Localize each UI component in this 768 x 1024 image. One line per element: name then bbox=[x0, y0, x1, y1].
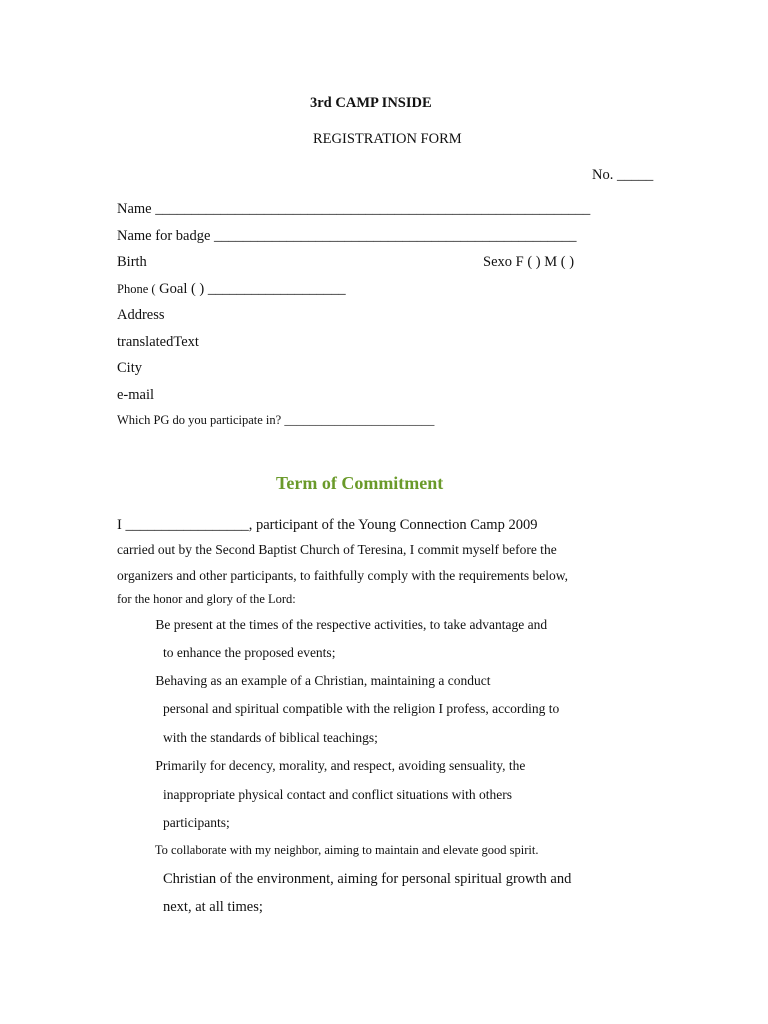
phone-field bbox=[117, 280, 346, 298]
document-title: 3rd CAMP INSIDE bbox=[310, 95, 432, 111]
commitment-intro-line-2: carried out by the Second Baptist Church of Teresina, I commit myself before the bbox=[117, 542, 557, 557]
commitment-item-4 bbox=[142, 841, 539, 859]
commitment-heading: Term of Commitment bbox=[276, 473, 444, 493]
commitment-item-1-line-2: to enhance the proposed events; bbox=[163, 645, 336, 660]
commitment-item-3-line-2: inappropriate physical contact and conflict situations with others bbox=[163, 787, 513, 802]
commitment-item-2-line-3: with the standards of biblical teachings; bbox=[163, 730, 378, 745]
email-field: e-mail bbox=[117, 387, 155, 403]
city-field: City bbox=[117, 360, 142, 376]
commitment-item-4-line-1: To collaborate with my neighbor, aiming to maintain and elevate good spirit. bbox=[154, 843, 539, 857]
commitment-item-2 bbox=[142, 672, 491, 690]
commitment-item-1-line-1: Be present at the times of the respective activities, to take advantage and bbox=[155, 617, 548, 632]
sex-field: Sexo F ( ) M ( ) bbox=[483, 254, 575, 270]
commitment-item-2-line-2: personal and spiritual compatible with the religion I profess, according to bbox=[163, 701, 560, 716]
commitment-intro-line-4: for the honor and glory of the Lord: bbox=[117, 592, 296, 606]
commitment-intro-line-3: organizers and other participants, to faithfully comply with the requirements below, bbox=[117, 568, 568, 583]
commitment-item-1 bbox=[142, 616, 547, 634]
pg-field: Which PG do you participate in? ________________________ bbox=[117, 413, 435, 427]
commitment-intro-line-1: I _________________, participant of the Young Connection Camp 2009 bbox=[117, 517, 538, 533]
address-field: Address bbox=[117, 307, 165, 323]
document-subtitle: REGISTRATION FORM bbox=[313, 131, 462, 147]
phone-goal: Goal ( ) ___________________ bbox=[159, 281, 346, 297]
commitment-item-3 bbox=[142, 757, 525, 775]
commitment-item-3-line-1: Primarily for decency, morality, and respect, avoiding sensuality, the bbox=[155, 758, 526, 773]
phone-prefix: Phone ( bbox=[117, 282, 156, 296]
birth-field: Birth bbox=[117, 254, 147, 270]
translated-text-field: translatedText bbox=[117, 334, 199, 350]
commitment-item-4-line-3: next, at all times; bbox=[163, 899, 263, 915]
commitment-item-3-line-3: participants; bbox=[163, 815, 230, 830]
commitment-item-2-line-1: Behaving as an example of a Christian, maintaining a conduct bbox=[155, 673, 491, 688]
form-number: No. _____ bbox=[592, 167, 654, 183]
badge-name-field: Name for badge __________________________________________________ bbox=[117, 228, 577, 244]
commitment-item-4-line-2: Christian of the environment, aiming for personal spiritual growth and bbox=[163, 871, 572, 887]
name-field: Name ____________________________________________________________ bbox=[117, 201, 591, 217]
